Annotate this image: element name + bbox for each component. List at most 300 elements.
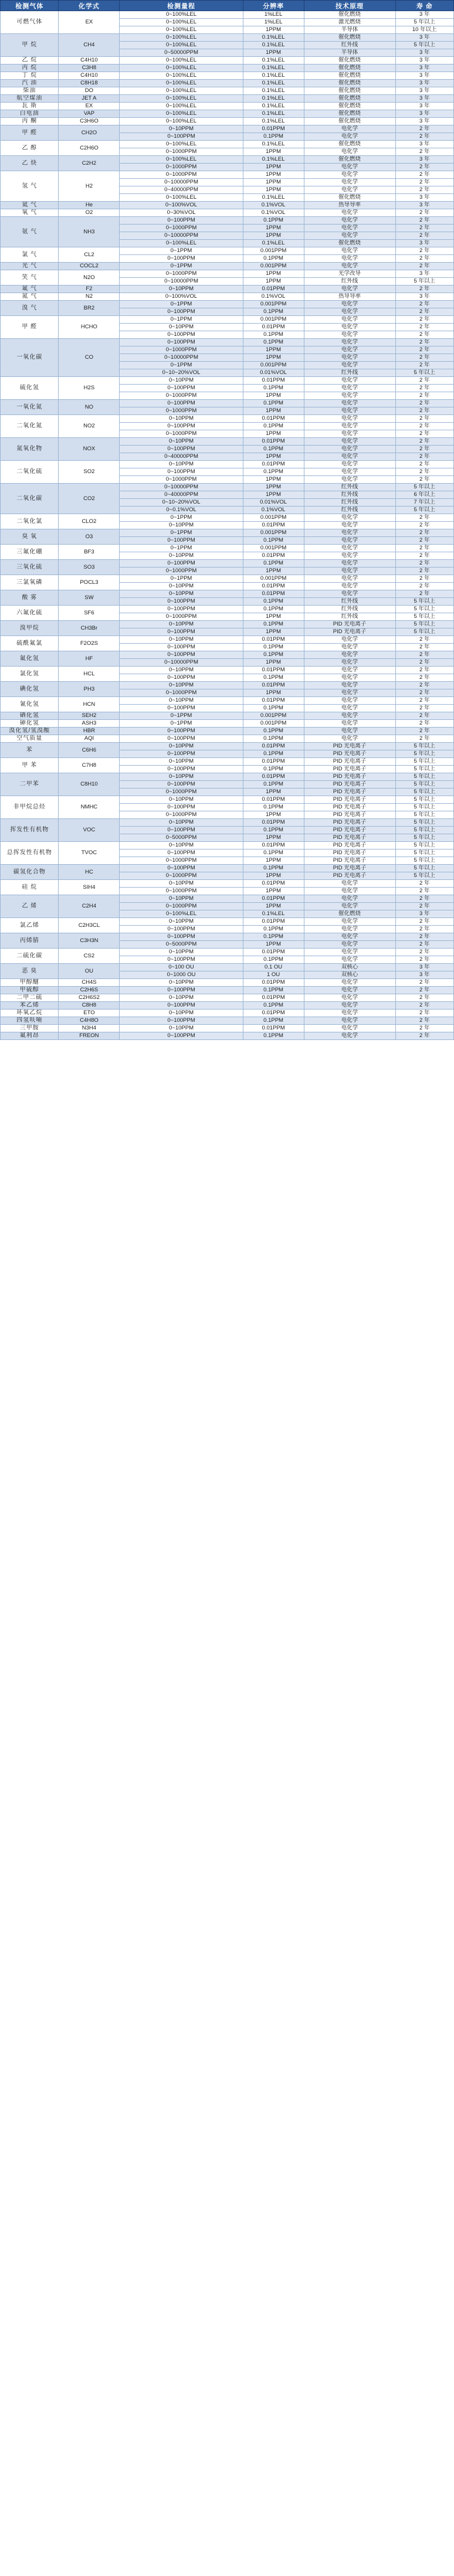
cell-technology: 电化学 — [304, 956, 395, 964]
cell-technology: 电化学 — [304, 217, 395, 225]
table-row — [1, 865, 454, 872]
cell-technology: 催化燃烧 — [304, 80, 395, 87]
cell-resolution: 0.01PPM — [243, 125, 304, 133]
cell-gas-name: 环氧乙烷 — [1, 1010, 59, 1017]
cell-resolution: 0.1%VOL — [243, 507, 304, 514]
cell-resolution: 0.1%LEL — [243, 141, 304, 148]
cell-resolution: 0.1PPM — [243, 385, 304, 392]
cell-range: 0~1000PPM — [120, 888, 243, 895]
cell-lifetime: 2 年 — [395, 705, 453, 712]
cell-technology: 红外线 — [304, 613, 395, 621]
cell-range: 0~10PPM — [120, 773, 243, 781]
cell-resolution: 0.1PPM — [243, 766, 304, 773]
cell-range: 0~10PPM — [120, 819, 243, 827]
cell-resolution: 0.01%VOL — [243, 369, 304, 377]
cell-formula: CL2 — [59, 247, 120, 263]
cell-lifetime: 2 年 — [395, 895, 453, 903]
cell-gas-name: 氮氧化物 — [1, 438, 59, 461]
cell-technology: 电化学 — [304, 354, 395, 362]
cell-lifetime: 3 年 — [395, 141, 453, 148]
cell-range: 0~10000PPM — [120, 278, 243, 286]
cell-range: 0~5000PPM — [120, 834, 243, 842]
cell-lifetime: 5 年以上 — [395, 628, 453, 636]
cell-range: 0~100PPM — [120, 560, 243, 567]
cell-range: 0~10PPM — [120, 552, 243, 560]
cell-technology: 电化学 — [304, 926, 395, 933]
cell-lifetime: 2 年 — [395, 956, 453, 964]
cell-resolution: 0.1%LEL — [243, 156, 304, 164]
cell-lifetime: 5 年以上 — [395, 789, 453, 796]
cell-range: 0~100PPM — [120, 1002, 243, 1010]
cell-lifetime: 5 年以上 — [395, 613, 453, 621]
cell-lifetime: 5 年以上 — [395, 796, 453, 804]
cell-technology: 电化学 — [304, 339, 395, 346]
cell-formula: NO2 — [59, 415, 120, 438]
cell-resolution: 0.1%LEL — [243, 42, 304, 49]
cell-range: 0~1000PPM — [120, 567, 243, 575]
cell-resolution: 1PPM — [243, 148, 304, 156]
cell-gas-name: 硅 烷 — [1, 880, 59, 895]
cell-formula: O3 — [59, 529, 120, 545]
cell-formula: C8H10 — [59, 773, 120, 796]
cell-resolution: 0.1%LEL — [243, 95, 304, 103]
cell-technology: 电化学 — [304, 583, 395, 590]
cell-technology: 催化燃烧 — [304, 72, 395, 80]
cell-formula: AQI — [59, 735, 120, 743]
cell-technology: PID 光电离子 — [304, 766, 395, 773]
cell-lifetime: 2 年 — [395, 415, 453, 423]
cell-lifetime: 2 年 — [395, 339, 453, 346]
cell-resolution: 0.01%VOL — [243, 499, 304, 507]
cell-technology: 电化学 — [304, 728, 395, 735]
table-row — [1, 34, 454, 42]
cell-technology: 半导体 — [304, 26, 395, 34]
cell-range: 0~10PPM — [120, 842, 243, 849]
cell-technology: 电化学 — [304, 918, 395, 926]
cell-range: 0~10PPM — [120, 697, 243, 705]
cell-resolution: 0.1PPM — [243, 560, 304, 567]
cell-technology: 红外线 — [304, 491, 395, 499]
cell-technology: 红外线 — [304, 369, 395, 377]
cell-lifetime: 2 年 — [395, 926, 453, 933]
cell-lifetime: 5 年以上 — [395, 766, 453, 773]
cell-range: 0~1000PPM — [120, 903, 243, 910]
cell-range: 0~100%LEL — [120, 57, 243, 64]
cell-range: 0~10PPM — [120, 286, 243, 293]
cell-resolution: 0.1PPM — [243, 705, 304, 712]
cell-technology: 电化学 — [304, 430, 395, 438]
cell-lifetime: 5 年以上 — [395, 827, 453, 834]
cell-resolution: 0.1PPM — [243, 598, 304, 606]
cell-resolution: 0.1%VOL — [243, 209, 304, 217]
cell-range: 0~10PPM — [120, 1010, 243, 1017]
cell-range: 0~1PPM — [120, 712, 243, 720]
cell-technology: 电化学 — [304, 392, 395, 400]
cell-technology: 电化学 — [304, 476, 395, 484]
cell-range: 0~100PPM — [120, 865, 243, 872]
cell-lifetime: 5 年以上 — [395, 773, 453, 781]
cell-resolution: 1PPM — [243, 567, 304, 575]
cell-range: 0~100%LEL — [120, 95, 243, 103]
cell-formula: H2S — [59, 377, 120, 400]
table-row — [1, 895, 454, 903]
cell-gas-name: 氰化氢 — [1, 697, 59, 712]
cell-lifetime: 2 年 — [395, 1010, 453, 1017]
cell-gas-name: 二硫化碳 — [1, 949, 59, 964]
table-row — [1, 286, 454, 293]
cell-lifetime: 5 年以上 — [395, 19, 453, 26]
cell-lifetime: 2 年 — [395, 476, 453, 484]
cell-resolution: 0.001PPM — [243, 545, 304, 552]
cell-technology: 催化燃烧 — [304, 141, 395, 148]
cell-formula: F2 — [59, 286, 120, 293]
cell-formula: JET A — [59, 95, 120, 103]
cell-lifetime: 2 年 — [395, 682, 453, 689]
header-formula: 化学式 — [59, 1, 120, 11]
cell-range: 0~100%LEL — [120, 19, 243, 26]
cell-technology: 红外线 — [304, 42, 395, 49]
header-resolution: 分辨率 — [243, 1, 304, 11]
cell-range: 0~1000PPM — [120, 225, 243, 232]
cell-range: 0~100%LEL — [120, 11, 243, 19]
cell-technology: 电化学 — [304, 415, 395, 423]
cell-gas-name: 四氢呋喃 — [1, 1017, 59, 1025]
cell-formula: SIH4 — [59, 880, 120, 895]
cell-range: 0~1000PPM — [120, 346, 243, 354]
cell-gas-name: 溴 气 — [1, 301, 59, 316]
cell-range: 0~10PPM — [120, 758, 243, 766]
cell-resolution: 0.001PPM — [243, 362, 304, 369]
cell-formula: C2H3CL — [59, 918, 120, 933]
cell-range: 0~100PPM — [120, 339, 243, 346]
cell-resolution: 0.001PPM — [243, 575, 304, 583]
cell-resolution: 0.1PPM — [243, 400, 304, 407]
cell-formula: C2H6S — [59, 987, 120, 994]
cell-lifetime: 2 年 — [395, 644, 453, 651]
cell-range: 0~100PPM — [120, 766, 243, 773]
cell-resolution: 1PPM — [243, 430, 304, 438]
cell-range: 0~10PPM — [120, 522, 243, 529]
cell-technology: 双核心 — [304, 964, 395, 971]
cell-range: 0~1000PPM — [120, 148, 243, 156]
cell-technology: PID 光电离子 — [304, 842, 395, 849]
cell-formula: HCL — [59, 667, 120, 682]
cell-technology: 电化学 — [304, 385, 395, 392]
cell-range: 0~100PPM — [120, 956, 243, 964]
cell-lifetime: 3 年 — [395, 293, 453, 301]
cell-range: 0~1000PPM — [120, 430, 243, 438]
cell-formula: VAP — [59, 110, 120, 118]
cell-technology: PID 光电离子 — [304, 834, 395, 842]
cell-gas-name: 氢 气 — [1, 171, 59, 202]
cell-formula: C3H8 — [59, 64, 120, 72]
table-row — [1, 667, 454, 674]
cell-resolution: 0.01PPM — [243, 819, 304, 827]
cell-lifetime: 2 年 — [395, 217, 453, 225]
cell-resolution: 0.01PPM — [243, 1025, 304, 1032]
cell-range: 0~100PPM — [120, 468, 243, 476]
cell-lifetime: 2 年 — [395, 949, 453, 956]
table-row — [1, 202, 454, 209]
cell-gas-name: 氟利昂 — [1, 1032, 59, 1040]
cell-technology: 电化学 — [304, 247, 395, 255]
cell-technology: 半导体 — [304, 49, 395, 57]
cell-formula: PH3 — [59, 682, 120, 697]
table-row — [1, 118, 454, 125]
cell-resolution: 0.1%LEL — [243, 118, 304, 125]
cell-resolution: 0.1PPM — [243, 750, 304, 758]
cell-range: 0~1000PPM — [120, 270, 243, 278]
cell-lifetime: 2 年 — [395, 423, 453, 430]
cell-formula: CS2 — [59, 949, 120, 964]
cell-technology: 电化学 — [304, 735, 395, 743]
cell-technology: 双核心 — [304, 971, 395, 979]
table-row — [1, 72, 454, 80]
cell-technology: 电化学 — [304, 575, 395, 583]
cell-technology: 催化燃烧 — [304, 11, 395, 19]
cell-technology: 电化学 — [304, 438, 395, 446]
cell-lifetime: 2 年 — [395, 651, 453, 659]
table-row — [1, 773, 454, 781]
cell-lifetime: 5 年以上 — [395, 758, 453, 766]
cell-technology: 电化学 — [304, 255, 395, 263]
cell-lifetime: 2 年 — [395, 918, 453, 926]
cell-formula: C8H8 — [59, 1002, 120, 1010]
cell-gas-name: 甲醇醚 — [1, 979, 59, 987]
cell-range: 0~10PPM — [120, 796, 243, 804]
cell-resolution: 1PPM — [243, 164, 304, 171]
cell-range: 0~10PPM — [120, 743, 243, 750]
cell-lifetime: 2 年 — [395, 590, 453, 598]
cell-gas-name: 硫酰氟氯 — [1, 636, 59, 651]
cell-range: 0~1000PPM — [120, 857, 243, 865]
cell-technology: 电化学 — [304, 949, 395, 956]
cell-range: 0~1PPM — [120, 720, 243, 728]
cell-resolution: 0.01PPM — [243, 682, 304, 689]
cell-range: 0~1PPM — [120, 529, 243, 537]
cell-range: 0~10PPM — [120, 918, 243, 926]
cell-technology: 电化学 — [304, 880, 395, 888]
cell-range: 0~100PPM — [120, 308, 243, 316]
cell-resolution: 1PPM — [243, 270, 304, 278]
cell-lifetime: 5 年以上 — [395, 369, 453, 377]
cell-formula: C2H6O — [59, 141, 120, 156]
cell-technology: 电化学 — [304, 705, 395, 712]
cell-range: 0~10PPM — [120, 621, 243, 628]
cell-resolution: 0.001PPM — [243, 712, 304, 720]
cell-lifetime: 5 年以上 — [395, 278, 453, 286]
cell-formula: HC — [59, 865, 120, 880]
cell-technology: 催化燃烧 — [304, 57, 395, 64]
table-row — [1, 712, 454, 720]
table-row — [1, 316, 454, 324]
cell-range: 0~10PPM — [120, 438, 243, 446]
cell-gas-name: 二甲二硫 — [1, 994, 59, 1002]
cell-gas-name: 二氧化硫 — [1, 461, 59, 484]
cell-range: 0~100%LEL — [120, 26, 243, 34]
cell-lifetime: 2 年 — [395, 575, 453, 583]
cell-technology: PID 光电离子 — [304, 621, 395, 628]
cell-resolution: 0.1PPM — [243, 308, 304, 316]
cell-gas-name: 硒化氢 — [1, 712, 59, 720]
cell-lifetime: 2 年 — [395, 354, 453, 362]
cell-resolution: 1PPM — [243, 857, 304, 865]
cell-lifetime: 2 年 — [395, 1032, 453, 1040]
cell-lifetime: 2 年 — [395, 659, 453, 667]
cell-lifetime: 2 年 — [395, 301, 453, 308]
cell-lifetime: 2 年 — [395, 407, 453, 415]
cell-resolution: 0.01PPM — [243, 324, 304, 331]
cell-range: 0~1PPM — [120, 301, 243, 308]
cell-technology: PID 光电离子 — [304, 819, 395, 827]
cell-technology: PID 光电离子 — [304, 811, 395, 819]
cell-range: 0~100PPM — [120, 537, 243, 545]
cell-resolution: 1PPM — [243, 225, 304, 232]
header-range: 检测量程 — [120, 1, 243, 11]
cell-range: 0~40000PPM — [120, 186, 243, 194]
cell-lifetime: 2 年 — [395, 712, 453, 720]
cell-technology: 红外线 — [304, 598, 395, 606]
cell-range: 0~100PPM — [120, 651, 243, 659]
cell-technology: 红外线 — [304, 484, 395, 491]
table-row — [1, 728, 454, 735]
cell-range: 0~40000PPM — [120, 453, 243, 461]
cell-technology: 电化学 — [304, 903, 395, 910]
cell-technology: 催化燃烧 — [304, 103, 395, 110]
cell-lifetime: 5 年以上 — [395, 819, 453, 827]
cell-resolution: 0.01PPM — [243, 1010, 304, 1017]
cell-range: 0~100PPM — [120, 987, 243, 994]
cell-range: 0~100%LEL — [120, 72, 243, 80]
cell-technology: 电化学 — [304, 179, 395, 186]
cell-range: 0~30%VOL — [120, 209, 243, 217]
cell-lifetime: 2 年 — [395, 560, 453, 567]
cell-formula: He — [59, 202, 120, 209]
cell-resolution: 0.1PPM — [243, 331, 304, 339]
cell-gas-name: 二甲苯 — [1, 773, 59, 796]
cell-lifetime: 2 年 — [395, 385, 453, 392]
cell-lifetime: 10 年以上 — [395, 26, 453, 34]
cell-formula: C2H6S2 — [59, 994, 120, 1002]
cell-lifetime: 2 年 — [395, 453, 453, 461]
cell-resolution: 0.1%VOL — [243, 202, 304, 209]
cell-gas-name: 三氟化硼 — [1, 545, 59, 560]
cell-lifetime: 2 年 — [395, 728, 453, 735]
cell-gas-name: 苯 — [1, 743, 59, 758]
cell-lifetime: 3 年 — [395, 80, 453, 87]
cell-lifetime: 2 年 — [395, 331, 453, 339]
cell-resolution: 0.001PPM — [243, 301, 304, 308]
cell-range: 0~10PPM — [120, 415, 243, 423]
cell-resolution: 1PPM — [243, 659, 304, 667]
cell-lifetime: 2 年 — [395, 308, 453, 316]
cell-resolution: 0.001PPM — [243, 263, 304, 270]
cell-lifetime: 2 年 — [395, 209, 453, 217]
table-row — [1, 987, 454, 994]
cell-technology: 电化学 — [304, 712, 395, 720]
cell-gas-name: 三氧化硫 — [1, 560, 59, 575]
cell-resolution: 0.01PPM — [243, 743, 304, 750]
cell-lifetime: 2 年 — [395, 164, 453, 171]
cell-technology: PID 光电离子 — [304, 796, 395, 804]
cell-range: 0~100%LEL — [120, 240, 243, 247]
cell-technology: PID 光电离子 — [304, 865, 395, 872]
cell-range: 0~10PPM — [120, 1025, 243, 1032]
cell-formula: TVOC — [59, 842, 120, 865]
table-row — [1, 933, 454, 941]
cell-technology: 电化学 — [304, 941, 395, 949]
cell-resolution: 0.1PPM — [243, 827, 304, 834]
cell-formula: N2O — [59, 270, 120, 286]
cell-range: 0~40000PPM — [120, 491, 243, 499]
table-row — [1, 979, 454, 987]
cell-lifetime: 2 年 — [395, 377, 453, 385]
cell-gas-name: 氯化氢 — [1, 667, 59, 682]
cell-technology: 电化学 — [304, 667, 395, 674]
cell-range: 0~10PPM — [120, 979, 243, 987]
cell-range: 0~10PPM — [120, 377, 243, 385]
cell-range: 0~1PPM — [120, 263, 243, 270]
cell-gas-name: 六氟化硫 — [1, 606, 59, 621]
cell-resolution: 0.01PPM — [243, 949, 304, 956]
table-row — [1, 247, 454, 255]
table-body — [1, 11, 454, 1040]
cell-resolution: 0.1PPM — [243, 423, 304, 430]
cell-range: 0~1000PPM — [120, 811, 243, 819]
cell-lifetime: 2 年 — [395, 987, 453, 994]
table-row — [1, 11, 454, 19]
cell-range: 0~10PPM — [120, 667, 243, 674]
cell-resolution: 0.1%LEL — [243, 110, 304, 118]
cell-technology: 催化燃烧 — [304, 64, 395, 72]
cell-resolution: 0.1PPM — [243, 926, 304, 933]
table-row — [1, 64, 454, 72]
cell-technology: PID 光电离子 — [304, 781, 395, 789]
cell-lifetime: 3 年 — [395, 64, 453, 72]
cell-formula: HCHO — [59, 316, 120, 339]
cell-lifetime: 2 年 — [395, 979, 453, 987]
cell-formula: OU — [59, 964, 120, 979]
cell-lifetime: 2 年 — [395, 225, 453, 232]
table-row — [1, 95, 454, 103]
cell-resolution: 1PPM — [243, 872, 304, 880]
cell-lifetime: 2 年 — [395, 461, 453, 468]
cell-lifetime: 5 年以上 — [395, 865, 453, 872]
cell-gas-name: 甲 醛 — [1, 316, 59, 339]
table-row — [1, 263, 454, 270]
cell-resolution: 1 OU — [243, 971, 304, 979]
cell-technology: 电化学 — [304, 514, 395, 522]
cell-resolution: 0.01PPM — [243, 918, 304, 926]
table-row — [1, 103, 454, 110]
table-row — [1, 1017, 454, 1025]
cell-resolution: 0.001PPM — [243, 514, 304, 522]
cell-lifetime: 2 年 — [395, 933, 453, 941]
cell-technology: 电化学 — [304, 720, 395, 728]
table-row — [1, 438, 454, 446]
cell-range: 0~100PPM — [120, 217, 243, 225]
cell-lifetime: 3 年 — [395, 964, 453, 971]
cell-resolution: 0.1PPM — [243, 255, 304, 263]
cell-formula: BR2 — [59, 301, 120, 316]
cell-resolution: 0.01PPM — [243, 583, 304, 590]
cell-lifetime: 2 年 — [395, 903, 453, 910]
cell-gas-name: 一氧化氮 — [1, 400, 59, 415]
cell-technology: 电化学 — [304, 567, 395, 575]
cell-lifetime: 2 年 — [395, 667, 453, 674]
cell-range: 0~100%LEL — [120, 141, 243, 148]
cell-resolution: 0.1PPM — [243, 781, 304, 789]
